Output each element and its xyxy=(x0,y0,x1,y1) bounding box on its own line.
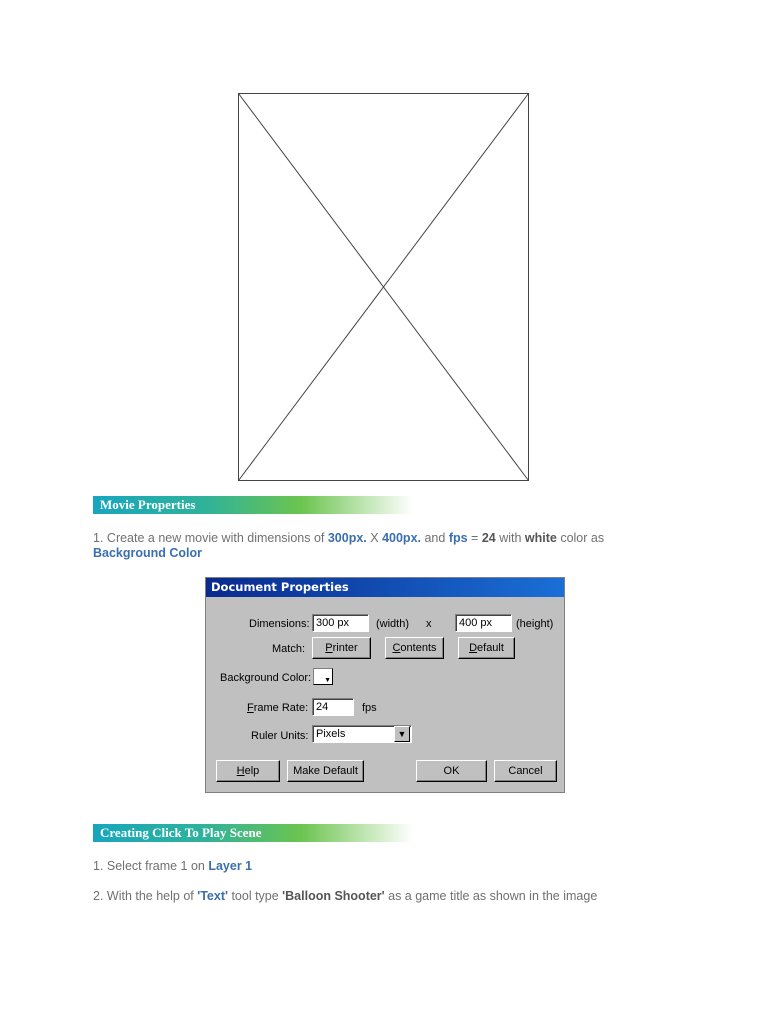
cancel-button[interactable]: Cancel xyxy=(494,760,557,782)
match-label: Match: xyxy=(272,643,306,655)
section-title: Movie Properties xyxy=(100,497,196,512)
dimensions-label: Dimensions: xyxy=(249,618,310,630)
dimension-x: x xyxy=(426,618,432,630)
width-suffix: (width) xyxy=(376,618,410,630)
help-button[interactable]: Help xyxy=(216,760,280,782)
frame-rate-label: Frame Rate: xyxy=(247,702,309,714)
ok-button[interactable]: OK xyxy=(416,760,487,782)
default-button[interactable]: Default xyxy=(458,637,515,659)
ruler-units-select[interactable]: Pixels xyxy=(312,725,412,743)
make-default-button[interactable]: Make Default xyxy=(287,760,364,782)
ruler-units-label: Ruler Units: xyxy=(251,730,309,742)
width-input[interactable]: 300 px xyxy=(312,614,369,632)
image-placeholder xyxy=(238,93,529,481)
printer-button[interactable]: Printer xyxy=(312,637,371,659)
contents-button[interactable]: Contents xyxy=(385,637,444,659)
instruction-step-2: 2. With the help of 'Text' tool type 'Balloon Shooter' as a game title as shown in the image xyxy=(93,889,598,903)
section-header-movie-properties xyxy=(93,496,413,514)
fps-suffix: fps xyxy=(362,702,377,714)
height-input[interactable]: 400 px xyxy=(455,614,512,632)
swatch-dropdown-icon: ▼ xyxy=(324,677,331,684)
height-suffix: (height) xyxy=(516,618,554,630)
background-color-swatch[interactable] xyxy=(313,668,333,685)
section-header-click-to-play xyxy=(93,824,413,842)
background-color-label: Background Color: xyxy=(220,672,312,684)
dialog-title: Document Properties xyxy=(206,578,564,597)
instruction-step-1: 1. Select frame 1 on Layer 1 xyxy=(93,859,253,873)
instruction-step-1: 1. Create a new movie with dimensions of 300px. X 400px. and fps = 24 with white color as Background Color xyxy=(93,531,605,560)
chevron-down-icon[interactable]: ▼ xyxy=(394,726,410,742)
frame-rate-input[interactable]: 24 xyxy=(312,698,354,716)
section-title: Creating Click To Play Scene xyxy=(100,825,262,840)
